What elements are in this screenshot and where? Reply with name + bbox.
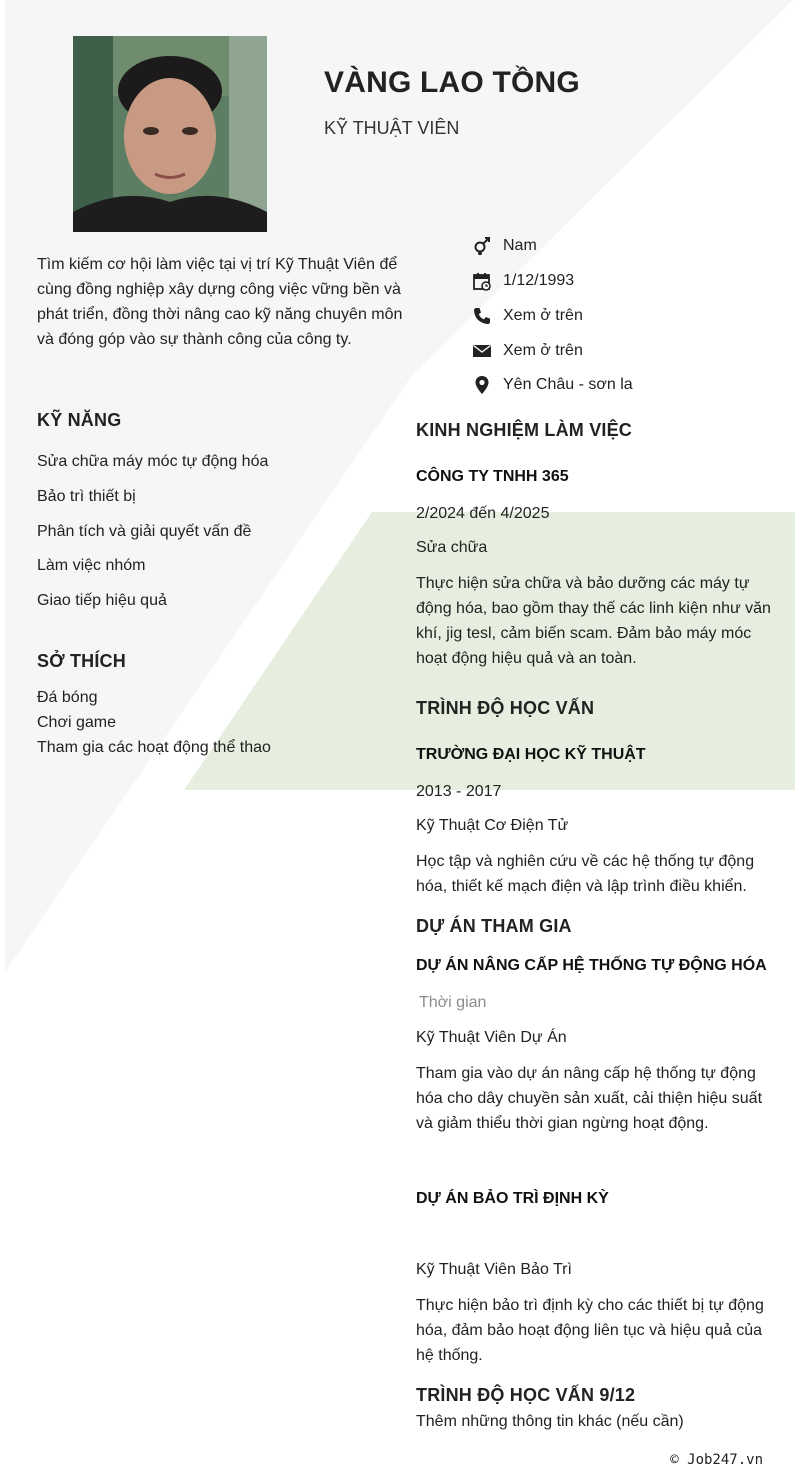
hobbies-list <box>37 685 271 760</box>
project-time-placeholder: Thời gian <box>419 994 487 1011</box>
contact-gender <box>472 229 633 264</box>
footer-copyright: © Job247.vn <box>670 1452 763 1468</box>
project-name: DỰ ÁN BẢO TRÌ ĐỊNH KỲ <box>416 1190 609 1207</box>
contact-list <box>472 229 633 403</box>
career-summary: Tìm kiếm cơ hội làm việc tại vị trí Kỹ Thuật Viên để cùng đồng nghiệp xây dựng công việc vững bền và phát triển, đồng thời nâng cao kỹ năng chuyên môn và đóng góp vào sự thành công của công ty. <box>37 256 403 348</box>
education-period: 2013 - 2017 <box>416 783 502 800</box>
candidate-role: KỸ THUẬT VIÊN <box>324 118 460 138</box>
candidate-name: VÀNG LAO TỒNG <box>324 66 580 99</box>
project-role: Kỹ Thuật Viên Dự Án <box>416 1029 567 1046</box>
skill-item: Làm việc nhóm <box>37 557 146 575</box>
contact-gender-text: Nam <box>503 237 537 255</box>
avatar <box>73 36 267 232</box>
skill-item: Giao tiếp hiệu quả <box>37 592 167 609</box>
hobby-item: Tham gia các hoạt động thể thao <box>37 739 271 756</box>
project-description: Tham gia vào dự án nâng cấp hệ thống tự động hóa cho dây chuyền sản xuất, cải thiện hiệu suất và giảm thiểu thời gian ngừng hoạt động. <box>416 1065 763 1132</box>
project-description: Thực hiện bảo trì định kỳ cho các thiết bị tự động hóa, đảm bảo hoạt động liên tục và hiệu quả của hệ thống. <box>416 1297 764 1364</box>
experience-position: Sửa chữa <box>416 539 488 556</box>
hobby-item: Đá bóng <box>37 689 98 706</box>
contact-phone <box>472 299 633 334</box>
skills-title: KỸ NĂNG <box>37 410 122 430</box>
project-name: DỰ ÁN NÂNG CẤP HỆ THỐNG TỰ ĐỘNG HÓA <box>416 957 767 974</box>
contact-birthday-text: 1/12/1993 <box>503 272 575 290</box>
hobby-item: Chơi game <box>37 714 116 731</box>
contact-phone-text: Xem ở trên <box>503 306 583 324</box>
extra-text: Thêm những thông tin khác (nếu cần) <box>416 1413 684 1430</box>
education-description: Học tập và nghiên cứu về các hệ thống tự động hóa, thiết kế mạch điện và lập trình điều khiển. <box>416 853 755 895</box>
calendar-icon <box>472 271 492 291</box>
project-role: Kỹ Thuật Viên Bảo Trì <box>416 1261 572 1278</box>
contact-email <box>472 333 633 368</box>
contact-email-text: Xem ở trên <box>503 341 583 359</box>
location-pin-icon <box>472 375 492 395</box>
gender-icon <box>472 236 492 256</box>
hobbies-title: SỞ THÍCH <box>37 651 126 671</box>
extra-title: TRÌNH ĐỘ HỌC VẤN 9/12 <box>416 1385 636 1405</box>
contact-address <box>472 368 633 403</box>
skill-item: Sửa chữa máy móc tự động hóa <box>37 453 269 470</box>
experience-title: KINH NGHIỆM LÀM VIỆC <box>416 420 633 440</box>
experience-company: CÔNG TY TNHH 365 <box>416 468 569 485</box>
contact-address-text: Yên Châu - sơn la <box>503 376 633 394</box>
mail-icon <box>472 341 492 361</box>
projects-title: DỰ ÁN THAM GIA <box>416 916 572 936</box>
education-title: TRÌNH ĐỘ HỌC VẤN <box>416 698 595 718</box>
phone-icon <box>472 306 492 326</box>
contact-birthday <box>472 264 633 299</box>
education-major: Kỹ Thuật Cơ Điện Tử <box>416 817 569 834</box>
skills-list <box>37 450 268 624</box>
education-school: TRƯỜNG ĐẠI HỌC KỸ THUẬT <box>416 746 646 763</box>
skill-item: Bảo trì thiết bị <box>37 487 136 505</box>
skill-item: Phân tích và giải quyết vấn đề <box>37 522 252 540</box>
experience-description: Thực hiện sửa chữa và bảo dưỡng các máy tự động hóa, bao gồm thay thế các linh kiện như văn khí, jig tesl, cảm biến scam. Đảm bảo máy móc hoạt động hiệu quả và an toàn. <box>416 575 771 667</box>
experience-period: 2/2024 đến 4/2025 <box>416 505 550 522</box>
